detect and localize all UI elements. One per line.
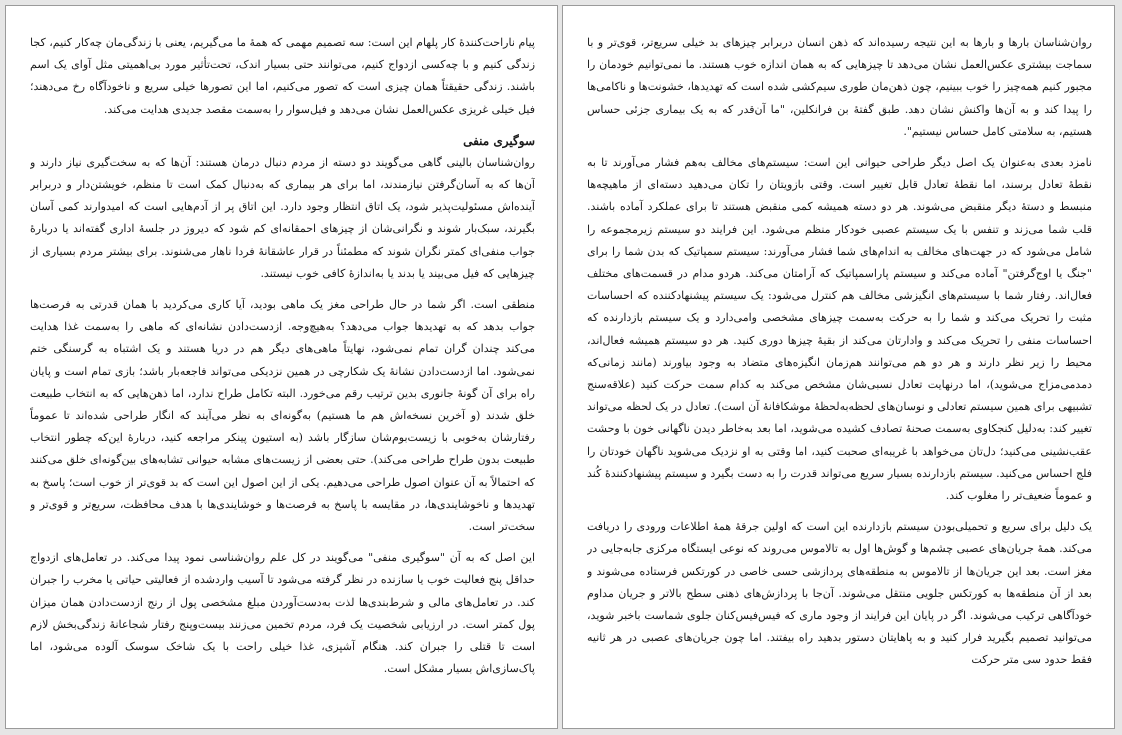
paragraph: یک دلیل برای سریع و تحمیلی‌بودن سیستم بازدارنده این است که اولین جرقهٔ همهٔ اطلاعات ورودی را دریافت می‌کند. همهٔ جریان‌های عصبی چشم‌ها و گوش‌ها اول به تالاموس می‌روند که نوعی ایستگاه مرکزی جابه‌جایی در مغز است. بعد این جریان‌ها از تالاموس به منطقه‌های پردازشی حسی خاصی در کورتکس فرستاده می‌شوند و بعد از آن منطقه‌ها به کورتکس جلویی منتقل می‌شوند. آن‌جا با پردازش‌های ذهنی سطح بالاتر و جریان مداوم خودآگاهی ترکیب می‌شوند. اگر در پایان این فرایند از وجود ماری که فیس‌فیس‌کنان جلوی شماست باخبر شوید، می‌توانید تصمیم بگیرید فرار کنید و به پاهایتان دستور بدهید راه بیفتند. اما چون جریان‌های عصبی در هر ثانیه فقط حدود سی متر حرکت — [587, 520, 1092, 667]
paragraph: منطقی است. اگر شما در حال طراحی مغز یک ماهی بودید، آیا کاری می‌کردید با همان قدرتی به فرصت‌ها جواب بدهد که به تهدیدها جواب می‌دهد؟ به‌هیچ‌وجه. ازدست‌دادن نشانه‌ای که ماهی را به‌سمت غذا هدایت می‌کند چندان گران تمام نمی‌شود، نهایتاً ماهی‌های دیگر هم در دریا هستند و یک اشتباه به گرسنگی ختم نمی‌شود. اما ازدست‌دادن نشانهٔ یک شکارچی در همین نزدیکی می‌تواند فاجعه‌بار باشد؛ بازی تمام است و پایان راه برای آن گونهٔ جانوری بدین ترتیب رقم می‌خورد. البته تکامل طراح ندارد، اما ذهن‌هایی که به انتخاب طبیعت خلق شدند (و آخرین نسخه‌اش هم ما هستیم) به‌گونه‌ای به نظر می‌آیند که انگار طراحی شده‌اند تا عموماً رفتارشان به‌خوبی با زیست‌بوم‌شان سازگار باشد (به استیون پینکر مراجعه کنید، دربارهٔ این‌که چطور انتخاب طبیعت بدون طراح طراحی می‌کند). حتی بعضی از زیست‌های مشابه حیوانی تشابه‌های بین‌گونه‌ای خلق می‌کنند که احتمالاً به آن عنوان اصول طراحی می‌دهیم. یکی از این اصول این است که بد قوی‌تر از خوب است؛ پاسخ به تهدیدها و ناخوشایندی‌ها، در مقایسه با پاسخ به فرصت‌ها و خوشایندی‌ها با هدف محافظت، سریع‌تر و قوی‌تر و سخت‌تر است. — [30, 298, 535, 534]
paragraph: روان‌شناسان بالینی گاهی می‌گویند دو دسته از مردم دنبال درمان هستند: آن‌ها که به سخت‌گیری نیاز دارند و آن‌ها که به آسان‌گرفتن نیازمندند، اما برای هر بیماری که به‌دنبال کمک است تا منظم، خویشتن‌دار و دربرابر آینده‌اش مسئولیت‌پذیر شود، یک اتاق انتظار وجود دارد. این اتاق پر از آدم‌هایی است که امیدوارند کمی آسان بگیرند، سبک‌بار شوند و نگرانی‌شان از چیزهای احمقانه‌ای کم شود که دیروز در جلسهٔ اداری گفته‌اند یا دربارهٔ جواب منفی‌ای کمتر نگران شوند که مطمئناً در قرار عاشقانهٔ فردا ناهار می‌شنوند. برای بیشتر مردم بسیاری از چیزهایی که فیل می‌بیند یا بدند یا به‌اندازهٔ کافی خوب نیستند. — [30, 155, 535, 280]
right-page — [562, 5, 1115, 729]
paragraph: روان‌شناسان بارها و بارها به این نتیجه رسیده‌اند که ذهن انسان دربرابر چیزهای بد خیلی سریع‌تر، قوی‌تر و با سماجت بیشتری عکس‌العمل نشان می‌دهد تا چیزهایی که به همان اندازه خوب هستند. ما نمی‌توانیم خودمان را مجبور کنیم همه‌چیز را خوب ببینیم، چون ذهن‌مان طوری سیم‌کشی شده است که تهدیدها، خشونت‌ها و ناکامی‌ها را پیدا کند و به آن‌ها واکنش نشان دهد. طبق گفتهٔ بن فرانکلین، "ما آن‌قدر که به یک بیماری جزئی حساس هستیم، به سلامتی کامل حساس نیستیم". — [587, 36, 1092, 138]
left-page-text — [30, 32, 535, 718]
right-page-text — [587, 32, 1092, 718]
paragraph: نامزد بعدی به‌عنوان یک اصل دیگر طراحی حیوانی این است: سیستم‌های مخالف به‌هم فشار می‌آورند تا به نقطهٔ تعادل برسند، اما نقطهٔ تعادل قابل تغییر است. وقتی بازویتان را تکان می‌دهید دسته‌ای از ماهیچه‌ها منبسط و دستهٔ دیگر منقبض می‌شوند. هر دو دسته همیشه کمی منقبض هستند تا برای عملکرد آماده باشند. قلب شما می‌زند و تنفس با یک سیستم عصبی خودکار منظم می‌شود. این فرایند دو سیستم زیرمجموعه را شامل می‌شود که در جهت‌های مخالف به اندام‌های شما فشار می‌آورند: سیستم سمپاتیک که بدن شما را برای "جنگ یا اوج‌گرفتن" آماده می‌کند و سیستم پاراسمپاتیک که آرامتان می‌کند. هردو مدام در قسمت‌های مختلف فعال‌اند. رفتار شما با سیستم‌های انگیزشی مخالف هم کنترل می‌شود: یک سیستم پیشنهادکننده که احساسات مثبت را تحریک می‌کند و شما را به حرکت به‌سمت چیزهای مشخصی وامی‌دارد و یک سیستم بازدارنده که احساسات منفی را تحریک می‌کند و وادارتان می‌کند از بقیهٔ چیزها دوری کنید. هر دو سیستم همیشه فعال‌اند، محیط را زیر نظر دارند و هر دو هم می‌توانند هم‌زمان انگیزه‌های متضاد به وجود بیاورند (مانند زمانی‌که دمدمی‌مزاج می‌شوید)، اما درنهایت تعادل نسبی‌شان مشخص می‌کند به کدام سمت حرکت کنید (علاقه‌سنج تشبیهی برای همین سیستم تعادلی و نوسان‌های لحظه‌به‌لحظهٔ موشکافانهٔ آن است). تعادل در یک لحظه می‌تواند تغییر کند: به‌دلیل کنجکاوی به‌سمت صحنهٔ تصادف کشیده می‌شوید، اما بعد به‌خاطر دیدن ناگهانی خون با وحشت عقب‌نشینی می‌کنید؛ دل‌تان می‌خواهد با غریبه‌ای صحبت کنید، اما وقتی به او نزدیک می‌شوید ناگهان خودتان را فلج احساس می‌کنید. سیستم بازدارنده بسیار سریع می‌تواند قدرت را به دست بگیرد و سیستم پیشنهادکنندهٔ کُند و عموماً ضعیف‌تر را مغلوب کند. — [587, 156, 1092, 503]
left-page — [5, 5, 558, 729]
paragraph: پیام ناراحت‌کنندهٔ کار پلهام این است: سه تصمیم مهمی که همهٔ ما می‌گیریم، یعنی با زندگی‌مان چه‌کار کنیم، کجا زندگی کنیم و با چه‌کسی ازدواج کنیم، می‌توانند حتی بسیار اندک، تحت‌تأثیر مورد بی‌اهمیتی مثل آوای یک اسم باشند. زندگی حقیقتاً همان چیزی است که تصور می‌کنیم، اما این تصورها خیلی سریع و ناخودآگاه رخ می‌دهند؛ فیل خیلی غریزی عکس‌العمل نشان می‌دهد و فیل‌سوار را به‌سمت مقصد جدیدی هدایت می‌کند. — [30, 36, 535, 116]
section-heading: سوگیری منفی — [463, 133, 535, 148]
paragraph: این اصل که به آن "سوگیری منفی" می‌گویند در کل علم روان‌شناسی نمود پیدا می‌کند. در تعامل‌های ازدواج حداقل پنج فعالیت خوب یا سازنده در نظر گرفته می‌شود تا آسیب واردشده از فعالیتی حیاتی یا مخرب را جبران کند. در تعامل‌های مالی و شرط‌بندی‌ها لذت به‌دست‌آوردن مبلغ مشخصی پول از رنج ازدست‌دادن همان میزان پول کمتر است. در ارزیابی شخصیت یک فرد، مردم تخمین می‌زنند بیست‌وپنج رفتار شجاعانهٔ زندگی‌بخش لازم است تا قتلی را جبران کند. هنگام آشپزی، غذا خیلی راحت با یک شاخک سوسک آلوده می‌شود، اما پاک‌سازی‌اش بسیار مشکل است. — [30, 551, 535, 676]
